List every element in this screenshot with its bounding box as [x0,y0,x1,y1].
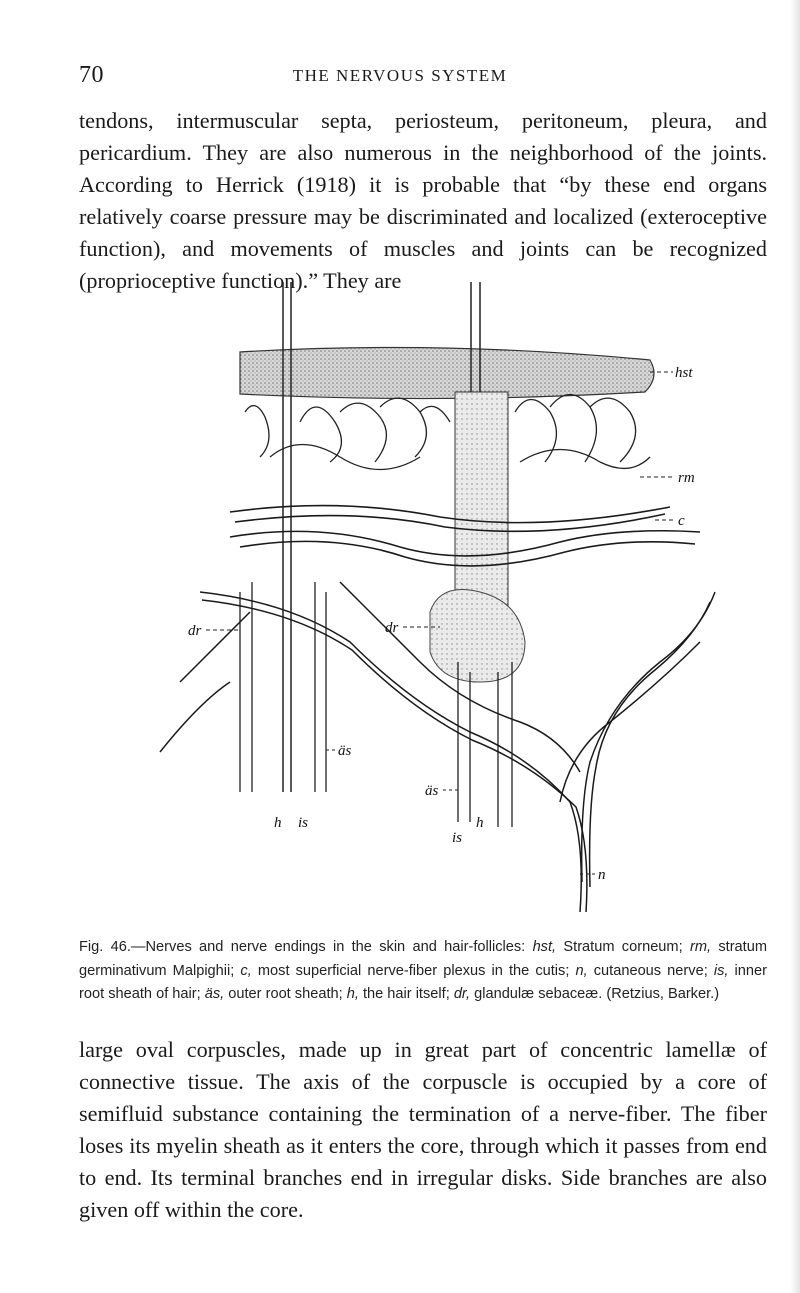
caption-term-n: n, [575,962,588,979]
sebaceous-gland-center [430,590,525,683]
running-head: THE NERVOUS SYSTEM [292,66,508,85]
caption-text-2: stratum germinativum Malpighii; [79,939,767,979]
caption-text-7: the hair itself; [358,986,454,1002]
label-as-center: äs [425,783,439,799]
label-dr-center: dr [385,620,399,636]
caption-term-as: äs, [204,986,225,1002]
paragraph-bottom: large oval corpuscles, made up in great part of concentric lamellæ of connective tissue. The axis of the corpuscle is occupied by a core of semifluid substance containing the termination of a nerve-fiber. The fiber loses its myelin sheath as it enters the core, through which it passes from end to end. Its terminal branches end in irregular disks. Side branches are also given off within the core. [79,1037,767,1222]
label-is-left: is [298,815,309,831]
caption-text-6: outer root sheath; [224,986,347,1002]
caption-term-c: c, [240,962,252,979]
caption-prefix: Fig. 46.—Nerves and nerve endings in the skin and hair-follicles: [79,939,533,955]
page-number: 70 [79,62,104,88]
caption-text-4: cutaneous nerve; [587,962,714,979]
label-is-center: is [452,830,463,846]
label-rm: rm [678,470,695,486]
caption-term-dr: dr, [453,986,471,1002]
page-edge-shadow [790,0,800,1293]
caption-text-5: inner root sheath of hair; [79,962,767,1002]
caption-term-hst: hst, [532,939,557,955]
paragraph-top: tendons, intermuscular septa, periosteum, peritoneum, pleura, and pericardium. They are also numerous in the neighborhood of the joints. According to Herrick (1918) it is probable that “by these end organs relatively coarse pressure may be discriminated and localized (exteroceptive function), and movements of muscles and joints can be recognized (proprioceptive function).” They are [79,108,767,293]
label-h-left: h [274,815,282,831]
papillary-nerve-loops [245,395,650,470]
stratum-corneum [240,348,654,399]
caption-term-is: is, [713,962,729,979]
label-h-center: h [476,815,484,831]
hair-follicle-center-lower [458,662,512,827]
label-n: n [598,867,606,883]
skin-nerve-figure [140,282,720,922]
caption-text-8: glandulæ sebaceæ. (Retzius, Barker.) [470,986,720,1002]
figure-caption [79,936,767,1007]
caption-term-rm: rm, [689,939,712,955]
caption-text-1: Stratum corneum; [556,939,690,955]
caption-text-3: most superficial nerve-fiber plexus in the cutis; [251,962,576,979]
label-hst: hst [675,365,693,381]
label-dr-left: dr [188,623,202,639]
label-c: c [678,513,685,529]
caption-term-h: h, [346,986,359,1002]
label-as-left: äs [338,743,352,759]
